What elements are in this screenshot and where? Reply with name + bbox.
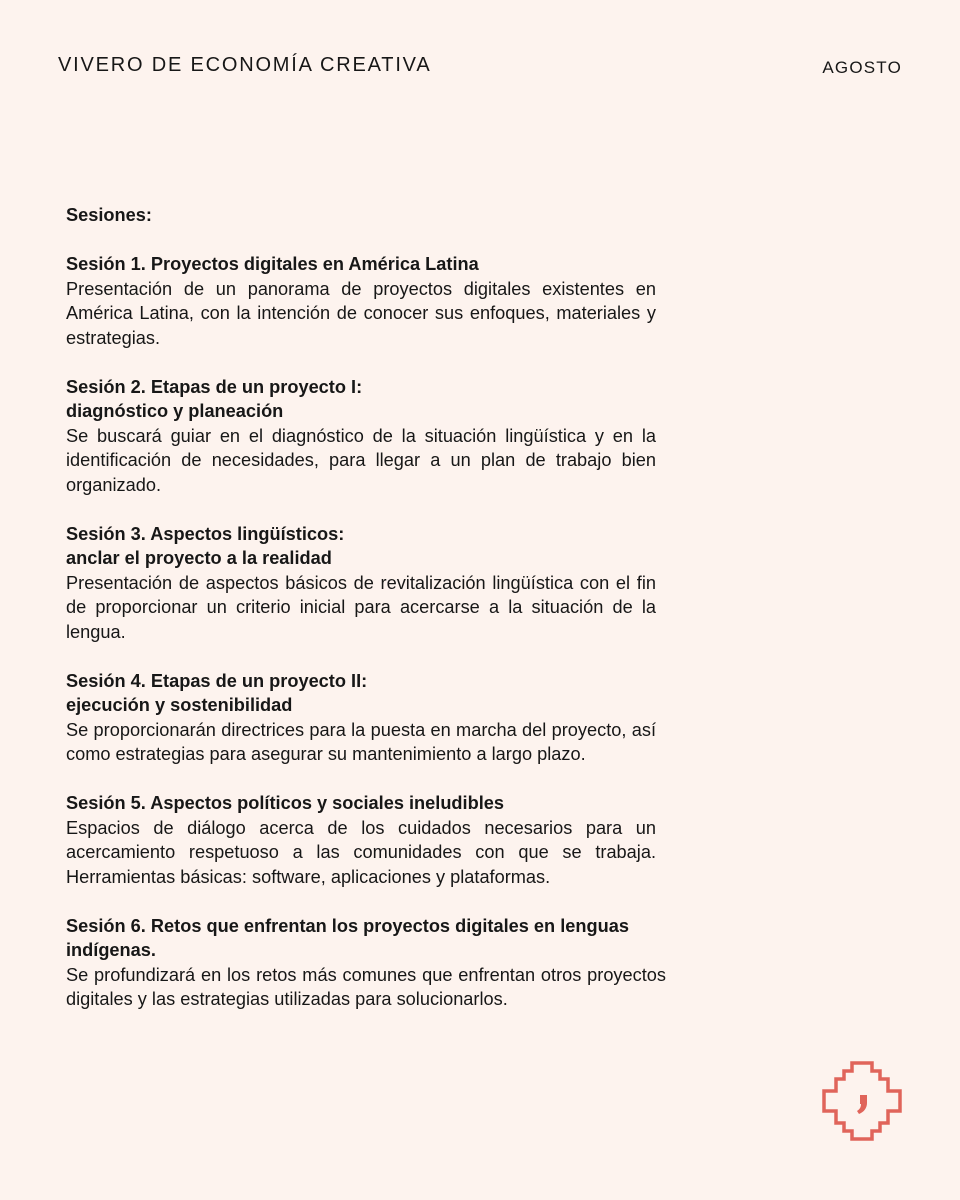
header-title: VIVERO DE ECONOMÍA CREATIVA (58, 54, 432, 76)
session-1 (66, 252, 656, 350)
stepped-cross-comma-icon (822, 1061, 902, 1141)
session-3 (66, 522, 656, 645)
session-title: Sesión 5. Aspectos políticos y sociales ineludibles (66, 793, 504, 813)
session-4 (66, 669, 656, 767)
session-title: Sesión 3. Aspectos lingüísticos: anclar el proyecto a la realidad (66, 523, 345, 568)
session-5 (66, 791, 656, 889)
sessions-content (66, 203, 666, 1036)
session-title: Sesión 4. Etapas de un proyecto II: ejecución y sostenibilidad (66, 670, 368, 715)
session-description: Se proporcionarán directrices para la puesta en marcha del proyecto, así como estrategias para asegurar su mantenimiento a largo plazo. (66, 719, 656, 764)
session-title: Sesión 1. Proyectos digitales en América Latina (66, 254, 479, 274)
session-title: Sesión 6. Retos que enfrentan los proyectos digitales en lenguas indígenas. (66, 915, 629, 960)
session-description: Presentación de un panorama de proyectos digitales existentes en América Latina, con la intención de conocer sus enfoques, materiales y estrategias. (66, 278, 656, 348)
session-6 (66, 914, 666, 1012)
session-2 (66, 375, 656, 498)
session-description: Se buscará guiar en el diagnóstico de la situación lingüística y en la identificación de necesidades, para llegar a un plan de trabajo bien organizado. (66, 425, 656, 495)
sessions-heading: Sesiones: (66, 205, 152, 225)
session-description: Se profundizará en los retos más comunes que enfrentan otros proyectos digitales y las estrategias utilizadas para solucionarlos. (66, 964, 666, 1009)
header-month: AGOSTO (822, 58, 902, 77)
session-description: Espacios de diálogo acerca de los cuidados necesarios para un acercamiento respetuoso a las comunidades con que se trabaja. Herramientas básicas: software, aplicaciones y plataformas. (66, 817, 656, 887)
session-title: Sesión 2. Etapas de un proyecto I: diagnóstico y planeación (66, 376, 363, 421)
session-description: Presentación de aspectos básicos de revitalización lingüística con el fin de proporcionar un criterio inicial para acercarse a la situación de la lengua. (66, 572, 656, 642)
comma-mark (857, 1095, 867, 1114)
